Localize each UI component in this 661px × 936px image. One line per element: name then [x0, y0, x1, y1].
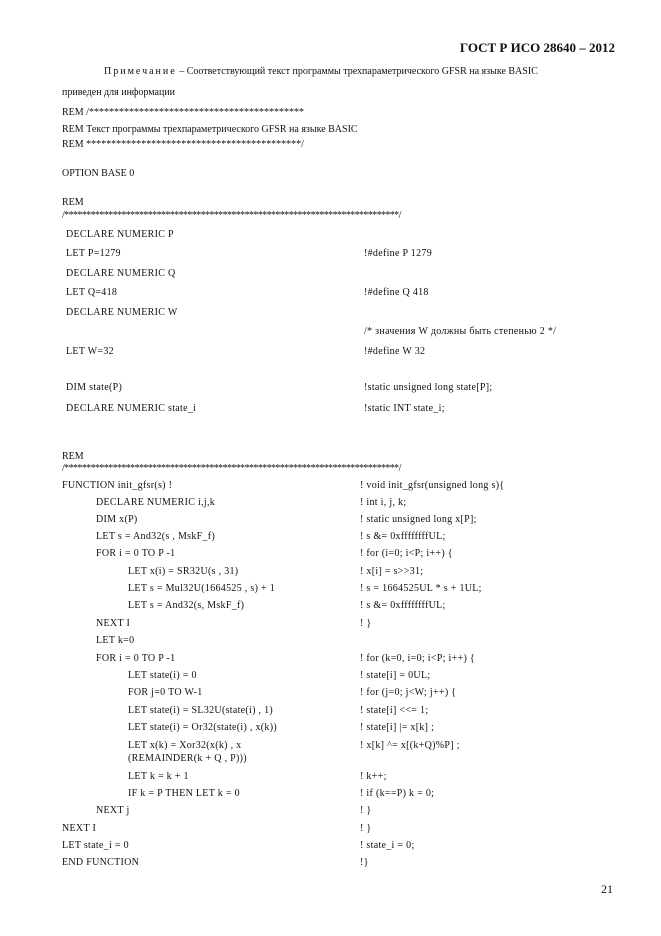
decl-left: DECLARE NUMERIC Q	[66, 268, 176, 279]
decl-right: !#define W 32	[364, 346, 426, 357]
func-left: LET x(k) = Xor32(x(k) , x	[128, 740, 242, 751]
func-left: LET state_i = 0	[62, 840, 129, 851]
func-right: ! s = 1664525UL * s + 1UL;	[360, 583, 482, 594]
func-right: ! s &= 0xffffffffUL;	[360, 600, 446, 611]
func-right: ! state[i] |= x[k] ;	[360, 722, 435, 733]
rem-3-stars: /****************************************************************************/	[62, 463, 401, 474]
func-right: ! state[i] <<= 1;	[360, 705, 429, 716]
func-right: ! k++;	[360, 771, 387, 782]
decl-left: DECLARE NUMERIC P	[66, 229, 174, 240]
func-left: DIM x(P)	[96, 514, 138, 525]
func-left: NEXT j	[96, 805, 130, 816]
option-base: OPTION BASE 0	[62, 168, 135, 179]
func-left: IF k = P THEN LET k = 0	[128, 788, 240, 799]
decl-left: LET W=32	[66, 346, 114, 357]
func-left: END FUNCTION	[62, 857, 140, 868]
func-left: LET s = And32(s , MskF_f)	[96, 531, 216, 542]
decl-right: /* значения W должны быть степенью 2 */	[364, 326, 557, 337]
func-left: LET s = Mul32U(1664525 , s) + 1	[128, 583, 276, 594]
rem-2-stars: /****************************************************************************/	[62, 210, 401, 221]
func-left: FUNCTION init_gfsr(s) !	[62, 480, 173, 491]
func-left: LET state(i) = Or32(state(i) , x(k))	[128, 722, 277, 733]
func-left: FOR i = 0 TO P -1	[96, 548, 176, 559]
func-right: ! state[i] = 0UL;	[360, 670, 431, 681]
decl-left: DIM state(P)	[66, 382, 123, 393]
note-continuation: приведен для информации	[62, 87, 176, 98]
func-right: ! int i, j, k;	[360, 497, 407, 508]
note-line	[104, 66, 538, 77]
rem-3: REM	[62, 451, 84, 462]
func-right: ! if (k==P) k = 0;	[360, 788, 435, 799]
func-right: ! for (i=0; i<P; i++) {	[360, 548, 453, 559]
decl-right: !#define Q 418	[364, 287, 429, 298]
rem-line-3: REM *******************************************/	[62, 139, 304, 150]
decl-right: !#define P 1279	[364, 248, 433, 259]
func-right: ! s &= 0xffffffffUL;	[360, 531, 446, 542]
rem-line-1: REM /*******************************************	[62, 107, 304, 118]
func-left: LET x(i) = SR32U(s , 31)	[128, 566, 239, 577]
decl-right: !static unsigned long state[P];	[364, 382, 493, 393]
func-right: ! void init_gfsr(unsigned long s){	[360, 480, 505, 491]
func-left: DECLARE NUMERIC i,j,k	[96, 497, 216, 508]
func-right: ! }	[360, 805, 372, 816]
func-left: (REMAINDER(k + Q , P)))	[128, 753, 247, 764]
func-right: ! state_i = 0;	[360, 840, 415, 851]
decl-left: DECLARE NUMERIC state_i	[66, 403, 197, 414]
decl-right: !static INT state_i;	[364, 403, 445, 414]
func-left: LET state(i) = 0	[128, 670, 197, 681]
func-left: FOR i = 0 TO P -1	[96, 653, 176, 664]
func-right: ! }	[360, 618, 372, 629]
func-left: LET k = k + 1	[128, 771, 189, 782]
func-right: ! static unsigned long x[P];	[360, 514, 477, 525]
page-number: 21	[601, 882, 613, 896]
page-header-title: ГОСТ Р ИСО 28640 – 2012	[459, 40, 615, 55]
func-left: NEXT I	[96, 618, 131, 629]
rem-line-2: REM Текст программы трехпараметрического GFSR на языке BASIC	[62, 124, 358, 135]
func-left: LET k=0	[96, 635, 135, 646]
note-text: – Соответствующий текст программы трехпараметрического GFSR на языке BASIC	[176, 66, 538, 77]
func-left: LET state(i) = SL32U(state(i) , 1)	[128, 705, 274, 716]
func-left: NEXT I	[62, 823, 97, 834]
func-right: ! x[i] = s>>31;	[360, 566, 424, 577]
func-right: ! x[k] ^= x[(k+Q)%P] ;	[360, 740, 460, 751]
func-left: FOR j=0 TO W-1	[128, 687, 203, 698]
func-right: ! for (k=0, i=0; i<P; i++) {	[360, 653, 476, 664]
decl-left: LET P=1279	[66, 248, 121, 259]
func-right: ! }	[360, 823, 372, 834]
note-lead: Примечание	[104, 66, 177, 77]
func-left: LET s = And32(s, MskF_f)	[128, 600, 245, 611]
rem-2: REM	[62, 197, 84, 208]
decl-left: DECLARE NUMERIC W	[66, 307, 178, 318]
func-right: !}	[360, 857, 369, 868]
decl-left: LET Q=418	[66, 287, 118, 298]
func-right: ! for (j=0; j<W; j++) {	[360, 687, 457, 698]
